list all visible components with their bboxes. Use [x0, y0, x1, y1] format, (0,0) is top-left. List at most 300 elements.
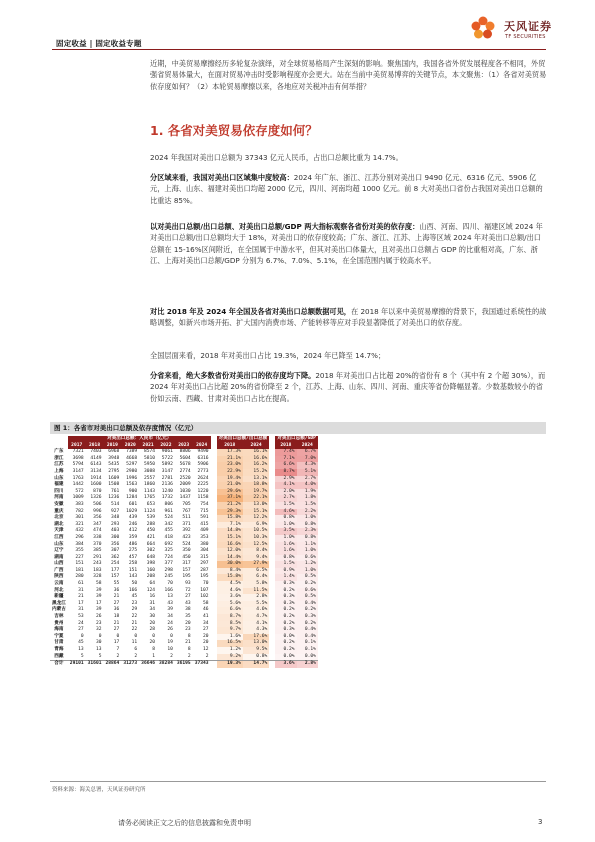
export-value: 195 [182, 574, 191, 580]
export-value: 782 [75, 508, 84, 514]
paragraph-2-text: 2024 年广东、浙江、江苏分别对美出口 9490 亿元、6316 亿元、5906 亿元，上海、山东、福建对美出口均超 2000 亿元，四川、河南均超 1000 亿元。前 8 大对美出口省份占我国对美出口总额的比重达 85%。 [150, 173, 543, 205]
ratio-value: 19.7% [243, 489, 269, 496]
gdp-ratio-value: 0.2% [275, 621, 296, 628]
export-value: 45 [131, 594, 138, 600]
export-value: 1236 [108, 495, 120, 501]
export-value: 22 [131, 614, 138, 620]
ratio-value: 3.6% [217, 594, 243, 601]
export-value: 43 [167, 600, 173, 606]
gdp-ratio-value: 0.4% [297, 601, 318, 608]
gdp-ratio-value: 1.0% [275, 522, 296, 529]
export-value: 648 [146, 554, 156, 560]
export-value: 24 [167, 620, 173, 626]
gdp-ratio-value: 0.8% [275, 555, 296, 562]
export-value: 243 [93, 561, 102, 567]
ratio-value: 29.6% [217, 489, 243, 496]
export-value: 359 [128, 534, 138, 540]
table-row [50, 607, 318, 614]
gdp-ratio-value: 4.6% [275, 509, 296, 516]
gdp-ratio-value: 1.0% [275, 535, 296, 542]
export-value: 2795 [108, 468, 120, 474]
export-value: 302 [146, 548, 156, 554]
gdp-ratio-value: 1.5% [275, 561, 296, 568]
province-name: 安徽 [54, 501, 64, 507]
company-logo [468, 14, 558, 48]
export-value: 1765 [143, 495, 156, 501]
export-value: 53 [78, 614, 84, 620]
ratio-value: 7.1% [217, 522, 243, 529]
ratio-value: 6.9% [243, 522, 269, 529]
ratio-value: 37.1% [217, 495, 243, 502]
logo-english: TF SECURITIES [505, 34, 546, 40]
export-value: 1284 [126, 495, 138, 501]
gdp-ratio-value: 0.5% [297, 574, 318, 581]
province-name: 内蒙古 [52, 607, 66, 613]
export-value: 7403 [90, 449, 102, 455]
export-value: 27 [113, 600, 120, 606]
export-value: 32 [95, 627, 102, 633]
export-value: 72 [185, 587, 191, 593]
province-name: 山东 [54, 541, 64, 547]
export-value: 297 [200, 561, 209, 567]
export-value: 2781 [161, 475, 173, 481]
table-row [50, 469, 318, 476]
export-value: 157 [111, 574, 120, 580]
gdp-ratio-value: 0.2% [275, 647, 296, 654]
export-value: 506 [93, 501, 102, 507]
export-value: 70 [203, 581, 209, 587]
export-value: 7 [116, 647, 120, 652]
export-value: 398 [146, 561, 156, 567]
export-value: 486 [128, 541, 138, 547]
group-header-gdp: 对美出口总额/GDP [277, 436, 316, 441]
export-value: 450 [182, 554, 191, 560]
gdp-ratio-value: 0.4% [297, 627, 318, 634]
export-value: 421 [146, 534, 156, 540]
province-name: 合计 [50, 661, 68, 668]
export-value: 2225 [197, 482, 209, 488]
export-value: 43 [185, 600, 191, 606]
ratio-value: 8.5% [217, 621, 243, 628]
export-value: 34 [149, 607, 156, 613]
table-row [50, 654, 318, 661]
export-value: 3147 [72, 468, 84, 474]
ratio-value: 8.7% [217, 614, 243, 621]
export-value: 1860 [143, 482, 156, 488]
ratio-value: 19.4% [217, 476, 243, 483]
gdp-ratio-value: 4.3% [297, 462, 318, 469]
logo-name: 天风证券 [504, 20, 552, 33]
gdp-ratio-value: 0.0% [275, 634, 296, 641]
province-name: 上海 [54, 468, 64, 474]
export-value: 353 [200, 534, 209, 540]
export-value: 23 [95, 620, 102, 626]
export-value: 23 [185, 627, 191, 633]
export-value: 1143 [143, 488, 156, 494]
province-name: 广东 [54, 449, 64, 455]
ratio-value: 22.9% [217, 469, 243, 476]
gdp-ratio-value: 0.2% [297, 607, 318, 614]
export-value: 102 [200, 594, 209, 600]
gdp-ratio-value: 2.3% [297, 528, 318, 535]
gdp-ratio-value: 0.1% [297, 647, 318, 654]
export-value: 275 [128, 548, 138, 554]
export-value: 961 [164, 508, 173, 514]
export-value: 0 [98, 633, 102, 639]
export-value: 6143 [90, 462, 102, 468]
ratio-value: 29.3% [217, 509, 243, 516]
ratio-value: 22.1% [243, 495, 269, 502]
gdp-ratio-value: 7.1% [275, 456, 296, 463]
export-value: 0 [170, 633, 173, 639]
gdp-ratio-value: 1.2% [297, 561, 318, 568]
province-name: 重庆 [54, 508, 64, 514]
ratio-value: 12.5% [243, 542, 269, 549]
export-value: 7321 [72, 449, 84, 455]
export-value: 380 [200, 541, 209, 547]
export-value: 280 [75, 574, 84, 580]
table-row [50, 581, 318, 588]
export-value: 5297 [126, 462, 138, 468]
export-value: 5722 [161, 455, 173, 461]
export-value: 572 [75, 488, 84, 494]
gdp-ratio-value: 0.3% [275, 594, 296, 601]
export-value: 34 [167, 614, 173, 620]
province-name: 吉林 [54, 614, 64, 620]
province-name: 贵州 [54, 620, 64, 626]
export-value: 45 [78, 640, 84, 646]
ratio-value: 12.2% [243, 515, 269, 522]
export-value: 31 [78, 587, 84, 593]
source-rule [50, 781, 546, 782]
ratio-value: 9.5% [243, 647, 269, 654]
export-value: 524 [182, 541, 191, 547]
export-value: 9490 [197, 449, 209, 455]
export-value: 166 [164, 587, 173, 593]
export-value: 27 [203, 627, 209, 633]
export-value: 2773 [197, 468, 209, 474]
gdp-ratio-value: 3.5% [275, 528, 296, 535]
ratio-value: 4.6% [217, 588, 243, 595]
province-name: 浙江 [54, 455, 64, 461]
export-value: 601 [128, 501, 138, 507]
ratio-value: 21.0% [217, 482, 243, 489]
export-value: 591 [200, 515, 209, 521]
export-value: 227 [75, 554, 84, 560]
export-value: 900 [128, 488, 138, 494]
export-value: 1763 [72, 475, 84, 481]
gdp-ratio-value: 0.4% [297, 634, 318, 641]
ratio-value: 6.4% [243, 574, 269, 581]
export-value: 39 [95, 607, 102, 613]
export-value: 409 [200, 528, 209, 534]
export-value: 8574 [143, 449, 156, 455]
ratio-value: 6.6% [217, 607, 243, 614]
paragraph-1: 2024 年我国对美出口总额为 37343 亿元人民币，占出口总额比重为 14.7%。 [150, 153, 403, 162]
export-value: 93 [185, 581, 191, 587]
gdp-ratio-value: 4.0% [297, 482, 318, 489]
export-value: 724 [164, 554, 173, 560]
ratio-value: 4.3% [243, 627, 269, 634]
gdp-ratio-value: 7.0% [297, 456, 318, 463]
export-value: 39 [95, 594, 102, 600]
export-value: 61 [78, 581, 84, 587]
group-header-ratio: 对美出口总额/出口总额 [218, 436, 268, 441]
gdp-ratio-value: 0.3% [275, 627, 296, 634]
year-header-2018: 2018 [86, 443, 104, 450]
gdp-ratio-value: 6.6% [275, 462, 296, 469]
ratio-value: 13.0% [243, 502, 269, 509]
export-value: 151 [75, 561, 84, 567]
export-value: 403 [111, 528, 120, 534]
export-value: 457 [128, 554, 138, 560]
gdp-ratio-value: 0.2% [275, 614, 296, 621]
export-value: 16 [149, 594, 156, 600]
export-value: 418 [164, 534, 173, 540]
export-value: 5604 [179, 455, 191, 461]
export-value: 1600 [90, 482, 102, 488]
export-value: 539 [146, 515, 156, 521]
export-value: 10 [167, 647, 173, 652]
export-value: 2774 [179, 468, 191, 474]
export-value: 450 [146, 528, 156, 534]
export-value: 1220 [197, 488, 209, 494]
export-value: 8806 [179, 449, 191, 455]
ratio-value: 9.4% [243, 555, 269, 562]
ratio-value: 2.8% [243, 594, 269, 601]
table-row [50, 640, 318, 647]
export-value: 715 [200, 508, 209, 514]
export-value: 157 [182, 567, 191, 573]
gdp-ratio-value: 7.4% [275, 449, 296, 456]
table-row [50, 601, 318, 608]
table-row [50, 627, 318, 634]
ratio-value: 1.6% [217, 634, 243, 641]
province-name: 四川 [54, 488, 64, 494]
export-value: 301 [75, 515, 84, 521]
flower-logo-icon [468, 14, 498, 44]
ratio-value: 19.3% [217, 661, 243, 668]
export-value: 370 [93, 541, 102, 547]
gdp-ratio-value: 1.5% [275, 502, 296, 509]
gdp-ratio-value: 3.6% [275, 661, 296, 668]
ratio-year-header-2024: 2024 [243, 443, 269, 450]
export-value: 254 [111, 561, 120, 567]
export-value: 31 [149, 600, 156, 606]
export-value: 754 [200, 501, 209, 507]
export-value: 124 [146, 587, 156, 593]
gdp-ratio-value: 0.2% [275, 640, 296, 647]
province-name: 广西 [54, 567, 64, 573]
figure-title: 图 1：各省市对美出口总额及依存度情况（亿元） [50, 422, 546, 434]
export-value: 58 [95, 581, 102, 587]
paragraph-3-lead: 以对美出口总额/出口总额、对美出口总额/GDP 两大指标观察各省份对美的依存度： [150, 222, 420, 231]
intro-paragraph: 近期，中美贸易摩擦经历多轮复杂演绎，对全球贸易格局产生深刻的影响。聚焦国内，我国各省外贸发展程度各不相同，外贸强省贸易体量大，在面对贸易冲击时受影响程度亦会更大。站在当前中美贸易博弈的关键节点，本文聚焦：（1）各省对美贸易依存度如何？（2）本轮贸易摩擦以来，各地应对关税冲击有何举措？ [150, 59, 547, 91]
export-value: 377 [164, 561, 173, 567]
export-value: 2557 [143, 475, 156, 481]
export-value: 18 [113, 614, 120, 620]
export-value: 371 [182, 521, 191, 527]
export-value: 4149 [90, 455, 102, 461]
export-value: 1326 [90, 495, 102, 501]
export-value: 653 [146, 501, 156, 507]
export-value: 0 [80, 633, 84, 639]
export-value: 383 [75, 501, 84, 507]
export-value: 26 [95, 614, 102, 620]
export-value: 2 [116, 653, 120, 659]
paragraph-4 [150, 306, 548, 329]
year-header-2022: 2022 [157, 443, 175, 450]
ratio-value: 21.1% [217, 456, 243, 463]
year-header-2023: 2023 [175, 443, 193, 450]
year-header-2017: 2017 [68, 443, 86, 450]
export-value: 2009 [179, 482, 191, 488]
export-value: 5 [80, 653, 84, 659]
export-value: 1 [152, 653, 156, 659]
export-value: 317 [182, 561, 191, 567]
gdp-ratio-value: 0.9% [275, 568, 296, 575]
export-value: 64 [149, 581, 156, 587]
export-value: 1914 [90, 475, 102, 481]
footer-disclaimer: 请务必阅读正文之后的信息披露和免责申明 [118, 819, 251, 827]
export-value: 1124 [143, 508, 156, 514]
export-value: 1158 [197, 495, 209, 501]
export-value: 806 [164, 501, 173, 507]
province-name: 河北 [54, 587, 64, 593]
export-value: 12 [203, 647, 209, 652]
table-row [50, 621, 318, 628]
year-header-2019: 2019 [103, 443, 121, 450]
export-value: 20 [149, 620, 156, 626]
export-value: 5794 [72, 462, 84, 468]
export-value: 2 [170, 653, 173, 659]
header-rule [52, 49, 546, 50]
ratio-value: 6.5% [243, 568, 269, 575]
export-value: 4668 [126, 455, 138, 461]
export-value: 28864 [105, 661, 120, 667]
export-value: 58 [203, 600, 209, 606]
export-value: 19 [167, 640, 173, 646]
header-label: 固定收益 | 固定收益专题 [56, 39, 142, 48]
gdp-ratio-value: 1.0% [297, 548, 318, 555]
ratio-value: 10.5% [243, 528, 269, 535]
export-value: 38 [185, 607, 191, 613]
gdp-ratio-value: 0.0% [297, 654, 318, 661]
ratio-value: 10.3% [243, 535, 269, 542]
export-value: 514 [111, 501, 120, 507]
ratio-value: 8.4% [217, 568, 243, 575]
export-value: 296 [75, 534, 84, 540]
table-group-header-row [50, 436, 318, 443]
export-value: 183 [93, 567, 102, 573]
table-row [50, 594, 318, 601]
export-value: 107 [200, 587, 209, 593]
province-name: 江西 [54, 534, 64, 540]
export-value: 30 [95, 640, 102, 646]
export-value: 304 [200, 548, 209, 554]
gdp-ratio-value: 4.1% [275, 482, 296, 489]
ratio-value: 0.8% [243, 654, 269, 661]
export-value: 5950 [143, 462, 156, 468]
export-value: 28 [149, 627, 156, 633]
export-value: 3948 [108, 455, 120, 461]
ratio-value: 13.1% [243, 476, 269, 483]
gdp-ratio-value: 0.2% [275, 588, 296, 595]
export-value: 8 [187, 633, 191, 639]
ratio-value: 9.2% [217, 654, 243, 661]
gdp-ratio-value: 0.6% [297, 588, 318, 595]
province-name: 天津 [54, 528, 64, 534]
gdp-ratio-value: 1.5% [297, 502, 318, 509]
paragraph-5: 全国层面来看，2018 年对美出口占比 19.3%，2024 年已降至 14.7%； [150, 351, 386, 360]
export-value: 692 [164, 541, 173, 547]
page-number: 3 [538, 818, 543, 826]
export-value: 17 [78, 600, 84, 606]
gdp-ratio-value: 0.2% [297, 621, 318, 628]
export-value: 20 [185, 620, 191, 626]
gdp-ratio-value: 1.0% [297, 568, 318, 575]
ratio-value: 16.2% [243, 462, 269, 469]
ratio-value: 17.6% [243, 634, 269, 641]
gdp-ratio-value: 0.5% [297, 594, 318, 601]
export-value: 384 [75, 541, 84, 547]
paragraph-3 [150, 221, 548, 266]
ratio-value: 17.3% [217, 449, 243, 456]
export-value: 1009 [72, 495, 84, 501]
gdp-ratio-value: 5.1% [297, 469, 318, 476]
ratio-value: 4.1% [243, 621, 269, 628]
province-name: 青海 [54, 647, 64, 652]
export-value: 2520 [179, 475, 191, 481]
paragraph-6-text: 2018 年对美出口占比超 20%的省份有 8 个（其中有 2 个超 30%），而 2024 年对美出口占比超 20%的省份降至 2 个，江苏、上海、山东、四川、河南、重庆等省份降幅显著。少数基数较小的省份如云南、西藏、甘肃对美出口占比在提高。 [150, 371, 546, 403]
year-header-2020: 2020 [121, 443, 139, 450]
gdp-ratio-value: 0.3% [297, 614, 318, 621]
paragraph-4-text: 在 2018 年以来中美贸易摩擦的背景下，我国通过系统性的战略调整，如新兴市场开拓、扩大国内消费市场、产能转移等应对手段显著降低了对美出口的依存度。 [150, 307, 547, 328]
table-row [50, 548, 318, 555]
export-value: 1563 [126, 482, 138, 488]
gdp-ratio-value: 2.0% [275, 489, 296, 496]
export-value: 1732 [161, 495, 173, 501]
gdp-ratio-value: 1.4% [275, 574, 296, 581]
ratio-value: 15.1% [243, 509, 269, 516]
ratio-year-header-2018: 2018 [217, 443, 243, 450]
export-value: 143 [128, 574, 138, 580]
table-row [50, 647, 318, 654]
export-value: 927 [111, 508, 120, 514]
gdp-ratio-value: 2.7% [297, 476, 318, 483]
export-value: 17 [113, 640, 120, 646]
gdp-ratio-value: 2.9% [275, 476, 296, 483]
gdp-ratio-value: 2.7% [275, 495, 296, 502]
gdp-ratio-value: 8.7% [275, 469, 296, 476]
gdp-ratio-value: 1.9% [297, 489, 318, 496]
year-header-2024: 2024 [193, 443, 211, 450]
export-value: 2136 [161, 482, 173, 488]
export-value: 5435 [108, 462, 120, 468]
province-name: 福建 [54, 482, 64, 488]
export-value: 2 [187, 653, 191, 659]
province-name: 云南 [54, 581, 64, 587]
export-value: 2624 [197, 475, 209, 481]
export-value: 338 [93, 534, 102, 540]
ratio-value: 18.8% [243, 482, 269, 489]
export-value: 29101 [69, 661, 84, 667]
export-value: 160 [146, 567, 156, 573]
province-name: 黑龙江 [52, 600, 66, 606]
export-value: 39 [167, 607, 173, 613]
export-value: 8 [152, 647, 156, 652]
export-value: 5678 [179, 462, 191, 468]
